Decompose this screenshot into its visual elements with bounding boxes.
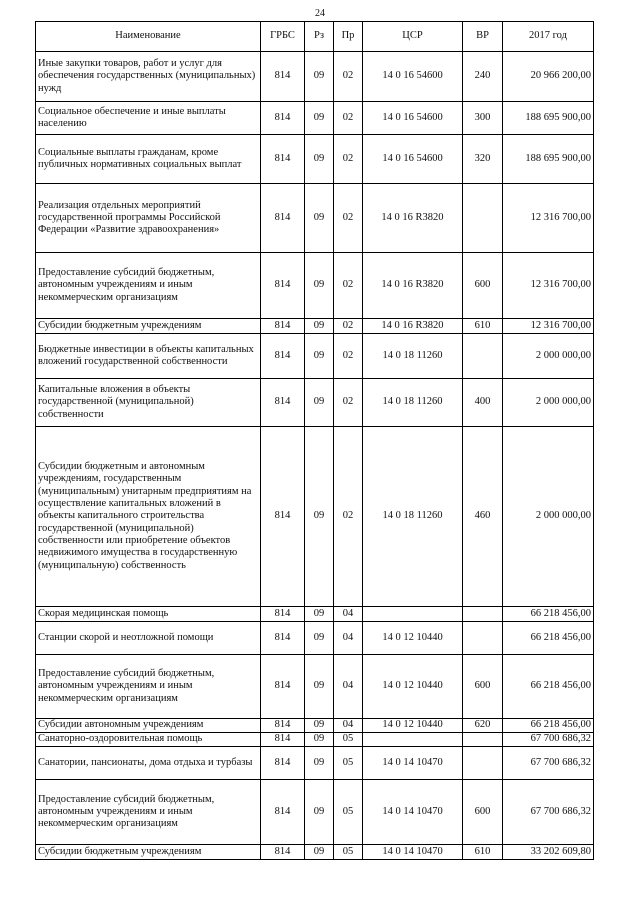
cell-grbs: 814 [261,184,305,253]
cell-name: Реализация отдельных мероприятий государственной программы Российской Федерации «Развитие здравоохранения» [36,184,261,253]
cell-rz: 09 [305,52,334,102]
cell-name: Субсидии бюджетным учреждениям [36,845,261,860]
header-pr: Пр [334,22,363,52]
cell-pr: 05 [334,733,363,747]
cell-name: Бюджетные инвестиции в объекты капитальных вложений государственной собственности [36,334,261,379]
table-row [36,52,594,102]
cell-rz: 09 [305,319,334,334]
cell-name: Санатории, пансионаты, дома отдыха и турбазы [36,747,261,780]
cell-grbs: 814 [261,733,305,747]
cell-rz: 09 [305,135,334,184]
cell-vr [463,747,503,780]
table-row [36,622,594,655]
cell-amount: 66 218 456,00 [503,655,594,719]
cell-csr: 14 0 12 10440 [363,622,463,655]
cell-grbs: 814 [261,319,305,334]
cell-vr: 300 [463,102,503,135]
cell-pr: 02 [334,319,363,334]
cell-rz: 09 [305,184,334,253]
cell-csr: 14 0 16 R3820 [363,319,463,334]
cell-amount: 67 700 686,32 [503,747,594,780]
table-row [36,379,594,427]
cell-grbs: 814 [261,253,305,319]
cell-name: Санаторно-оздоровительная помощь [36,733,261,747]
cell-csr: 14 0 16 54600 [363,102,463,135]
table-row [36,334,594,379]
table-row [36,733,594,747]
table-row [36,135,594,184]
header-csr: ЦСР [363,22,463,52]
cell-vr [463,334,503,379]
cell-name: Социальные выплаты гражданам, кроме публичных нормативных социальных выплат [36,135,261,184]
cell-name: Предоставление субсидий бюджетным, автономным учреждениям и иным некоммерческим организациям [36,253,261,319]
cell-rz: 09 [305,427,334,607]
cell-vr: 320 [463,135,503,184]
table-row [36,719,594,733]
cell-vr [463,184,503,253]
cell-name: Иные закупки товаров, работ и услуг для обеспечения государственных (муниципальных) нужд [36,52,261,102]
cell-vr: 600 [463,655,503,719]
page-number: 24 [315,8,325,19]
cell-amount: 2 000 000,00 [503,334,594,379]
table-row [36,184,594,253]
cell-rz: 09 [305,655,334,719]
cell-pr: 05 [334,780,363,845]
cell-name: Скорая медицинская помощь [36,607,261,622]
cell-amount: 20 966 200,00 [503,52,594,102]
cell-csr [363,607,463,622]
cell-pr: 02 [334,135,363,184]
cell-amount: 188 695 900,00 [503,102,594,135]
cell-vr: 400 [463,379,503,427]
cell-name: Субсидии бюджетным и автономным учреждениям, государственным (муниципальным) унитарным предприятиям на осуществление капитальных вложений в объекты капитального строительства государственной (муниципальной) собственности или приобретение объектов недвижимого имущества в государственную (муниципальную) собственность [36,427,261,607]
cell-rz: 09 [305,845,334,860]
budget-table [35,21,594,860]
cell-grbs: 814 [261,719,305,733]
table-row [36,780,594,845]
cell-name: Субсидии бюджетным учреждениям [36,319,261,334]
header-vr: ВР [463,22,503,52]
cell-csr: 14 0 18 11260 [363,334,463,379]
cell-rz: 09 [305,733,334,747]
cell-rz: 09 [305,622,334,655]
cell-grbs: 814 [261,334,305,379]
cell-name: Предоставление субсидий бюджетным, автономным учреждениям и иным некоммерческим организациям [36,655,261,719]
table-row [36,655,594,719]
table-header-row [36,22,594,52]
cell-vr [463,733,503,747]
cell-pr: 02 [334,334,363,379]
cell-grbs: 814 [261,102,305,135]
cell-rz: 09 [305,253,334,319]
cell-grbs: 814 [261,780,305,845]
table-row [36,845,594,860]
cell-pr: 02 [334,379,363,427]
cell-name: Субсидии автономным учреждениям [36,719,261,733]
cell-grbs: 814 [261,427,305,607]
cell-vr: 620 [463,719,503,733]
header-grbs: ГРБС [261,22,305,52]
cell-grbs: 814 [261,52,305,102]
cell-vr: 240 [463,52,503,102]
cell-rz: 09 [305,607,334,622]
cell-name: Капитальные вложения в объекты государственной (муниципальной) собственности [36,379,261,427]
header-rz: Рз [305,22,334,52]
cell-grbs: 814 [261,845,305,860]
cell-amount: 188 695 900,00 [503,135,594,184]
cell-csr [363,733,463,747]
cell-vr [463,622,503,655]
cell-grbs: 814 [261,655,305,719]
cell-pr: 02 [334,52,363,102]
cell-pr: 05 [334,845,363,860]
cell-amount: 12 316 700,00 [503,253,594,319]
cell-amount: 67 700 686,32 [503,780,594,845]
cell-vr: 600 [463,253,503,319]
cell-name: Предоставление субсидий бюджетным, автономным учреждениям и иным некоммерческим организациям [36,780,261,845]
cell-name: Станции скорой и неотложной помощи [36,622,261,655]
cell-rz: 09 [305,747,334,780]
cell-pr: 02 [334,102,363,135]
header-year: 2017 год [503,22,594,52]
cell-pr: 02 [334,427,363,607]
cell-grbs: 814 [261,747,305,780]
cell-grbs: 814 [261,135,305,184]
cell-vr: 610 [463,319,503,334]
cell-csr: 14 0 18 11260 [363,427,463,607]
table-row [36,607,594,622]
cell-amount: 66 218 456,00 [503,622,594,655]
cell-pr: 05 [334,747,363,780]
cell-vr: 460 [463,427,503,607]
cell-amount: 2 000 000,00 [503,379,594,427]
cell-rz: 09 [305,334,334,379]
cell-csr: 14 0 14 10470 [363,747,463,780]
cell-csr: 14 0 12 10440 [363,655,463,719]
cell-amount: 2 000 000,00 [503,427,594,607]
cell-amount: 33 202 609,80 [503,845,594,860]
cell-amount: 66 218 456,00 [503,607,594,622]
cell-rz: 09 [305,719,334,733]
cell-pr: 04 [334,607,363,622]
table-row [36,102,594,135]
cell-pr: 04 [334,655,363,719]
cell-amount: 67 700 686,32 [503,733,594,747]
cell-pr: 02 [334,184,363,253]
cell-pr: 02 [334,253,363,319]
cell-grbs: 814 [261,607,305,622]
header-name: Наименование [36,22,261,52]
cell-csr: 14 0 16 54600 [363,52,463,102]
cell-csr: 14 0 16 54600 [363,135,463,184]
cell-amount: 66 218 456,00 [503,719,594,733]
cell-vr: 610 [463,845,503,860]
cell-amount: 12 316 700,00 [503,319,594,334]
cell-csr: 14 0 16 R3820 [363,253,463,319]
cell-rz: 09 [305,780,334,845]
table-row [36,427,594,607]
table-row [36,319,594,334]
cell-name: Социальное обеспечение и иные выплаты населению [36,102,261,135]
cell-grbs: 814 [261,379,305,427]
cell-pr: 04 [334,622,363,655]
cell-amount: 12 316 700,00 [503,184,594,253]
cell-csr: 14 0 16 R3820 [363,184,463,253]
cell-csr: 14 0 12 10440 [363,719,463,733]
cell-rz: 09 [305,102,334,135]
cell-rz: 09 [305,379,334,427]
cell-csr: 14 0 14 10470 [363,845,463,860]
cell-vr [463,607,503,622]
table-row [36,253,594,319]
cell-csr: 14 0 18 11260 [363,379,463,427]
cell-grbs: 814 [261,622,305,655]
table-row [36,747,594,780]
cell-csr: 14 0 14 10470 [363,780,463,845]
cell-pr: 04 [334,719,363,733]
cell-vr: 600 [463,780,503,845]
